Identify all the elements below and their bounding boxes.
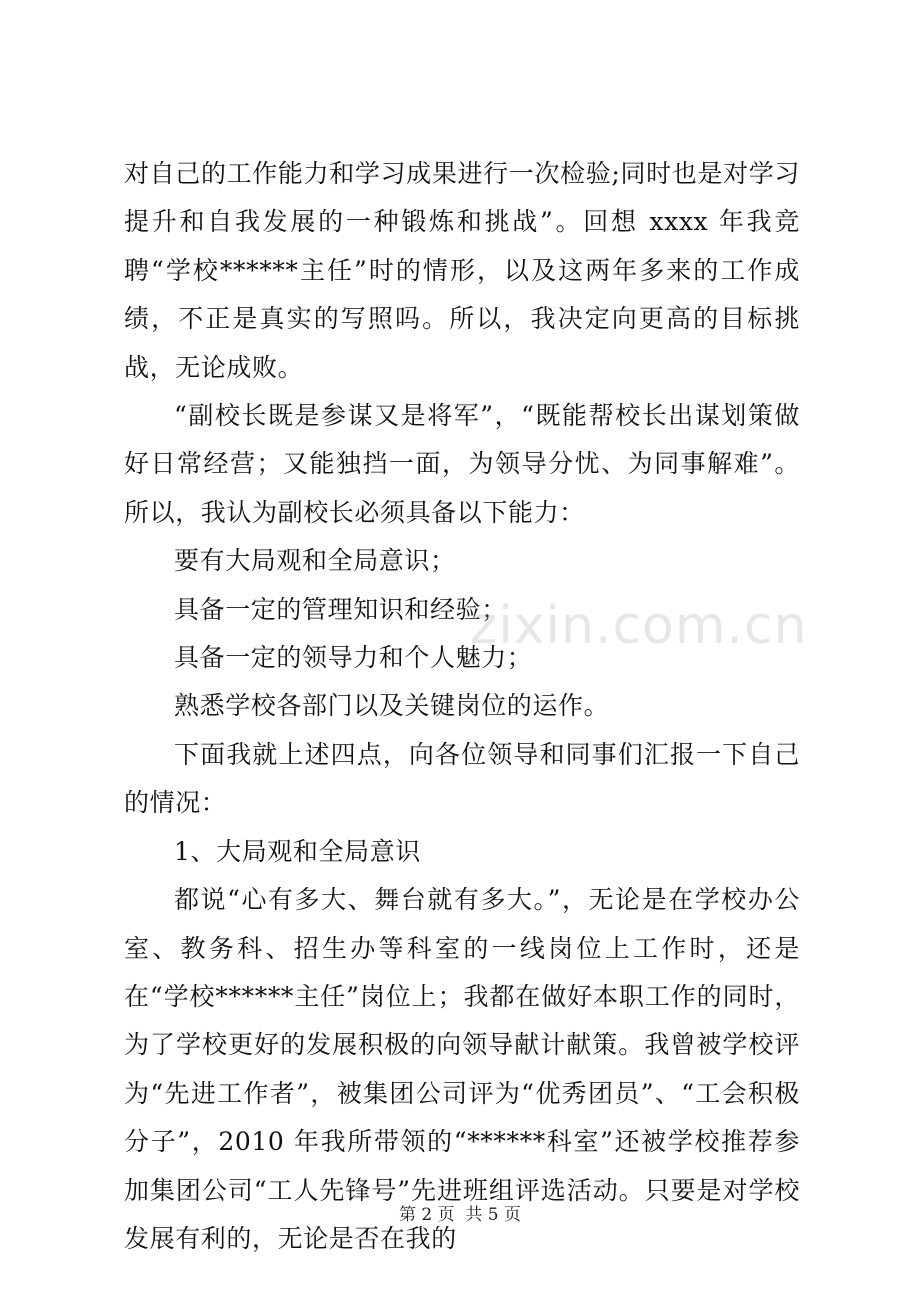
paragraph-1: 对自己的工作能力和学习成果进行一次检验;同时也是对学习提升和自我发展的一种锻炼和挑战”。回想 xxxx 年我竞聘“学校******主任”时的情形，以及这两年多来的工作成绩，不正是真实的写照吗。所以，我决定向更高的目标挑战，无论成败。 <box>124 159 800 382</box>
section-heading: 1、大局观和全局意识 <box>174 836 421 866</box>
paragraph-7: 下面我就上述四点，向各位领导和同事们汇报一下自己的情况： <box>124 739 800 818</box>
paragraph-4: 具备一定的管理知识和经验； <box>174 594 507 624</box>
document-body <box>124 150 800 1263</box>
paragraph-9: 都说“心有多大、舞台就有多大。”，无论是在学校办公室、教务科、招生办等科室的一线岗位上工作时，还是在“学校******主任”岗位上；我都在做好本职工作的同时，为了学校更好的发展积极的向领导献计献策。我曾被学校评为“先进工作者”，被集团公司评为“优秀团员”、“工会积极分子”，2010 年我所带领的“******科室”还被学校推荐参加集团公司“工人先锋号”先进班组评选活动。只要是对学校发展有利的，无论是否在我的 <box>124 885 800 1253</box>
paragraph-3: 要有大局观和全局意识； <box>174 546 456 576</box>
paragraph-5: 具备一定的领导力和个人魅力； <box>174 643 533 673</box>
paragraph-6: 熟悉学校各部门以及关键岗位的运作。 <box>174 691 610 721</box>
watermark: zixin.com.cn <box>470 596 808 656</box>
page-footer: 第 2 页 共 5 页 <box>398 1205 522 1225</box>
paragraph-2: “副校长既是参谋又是将军”，“既能帮校长出谋划策做好日常经营；又能独挡一面，为领导分忧、为同事解难”。所以，我认为副校长必须具备以下能力： <box>124 401 800 527</box>
